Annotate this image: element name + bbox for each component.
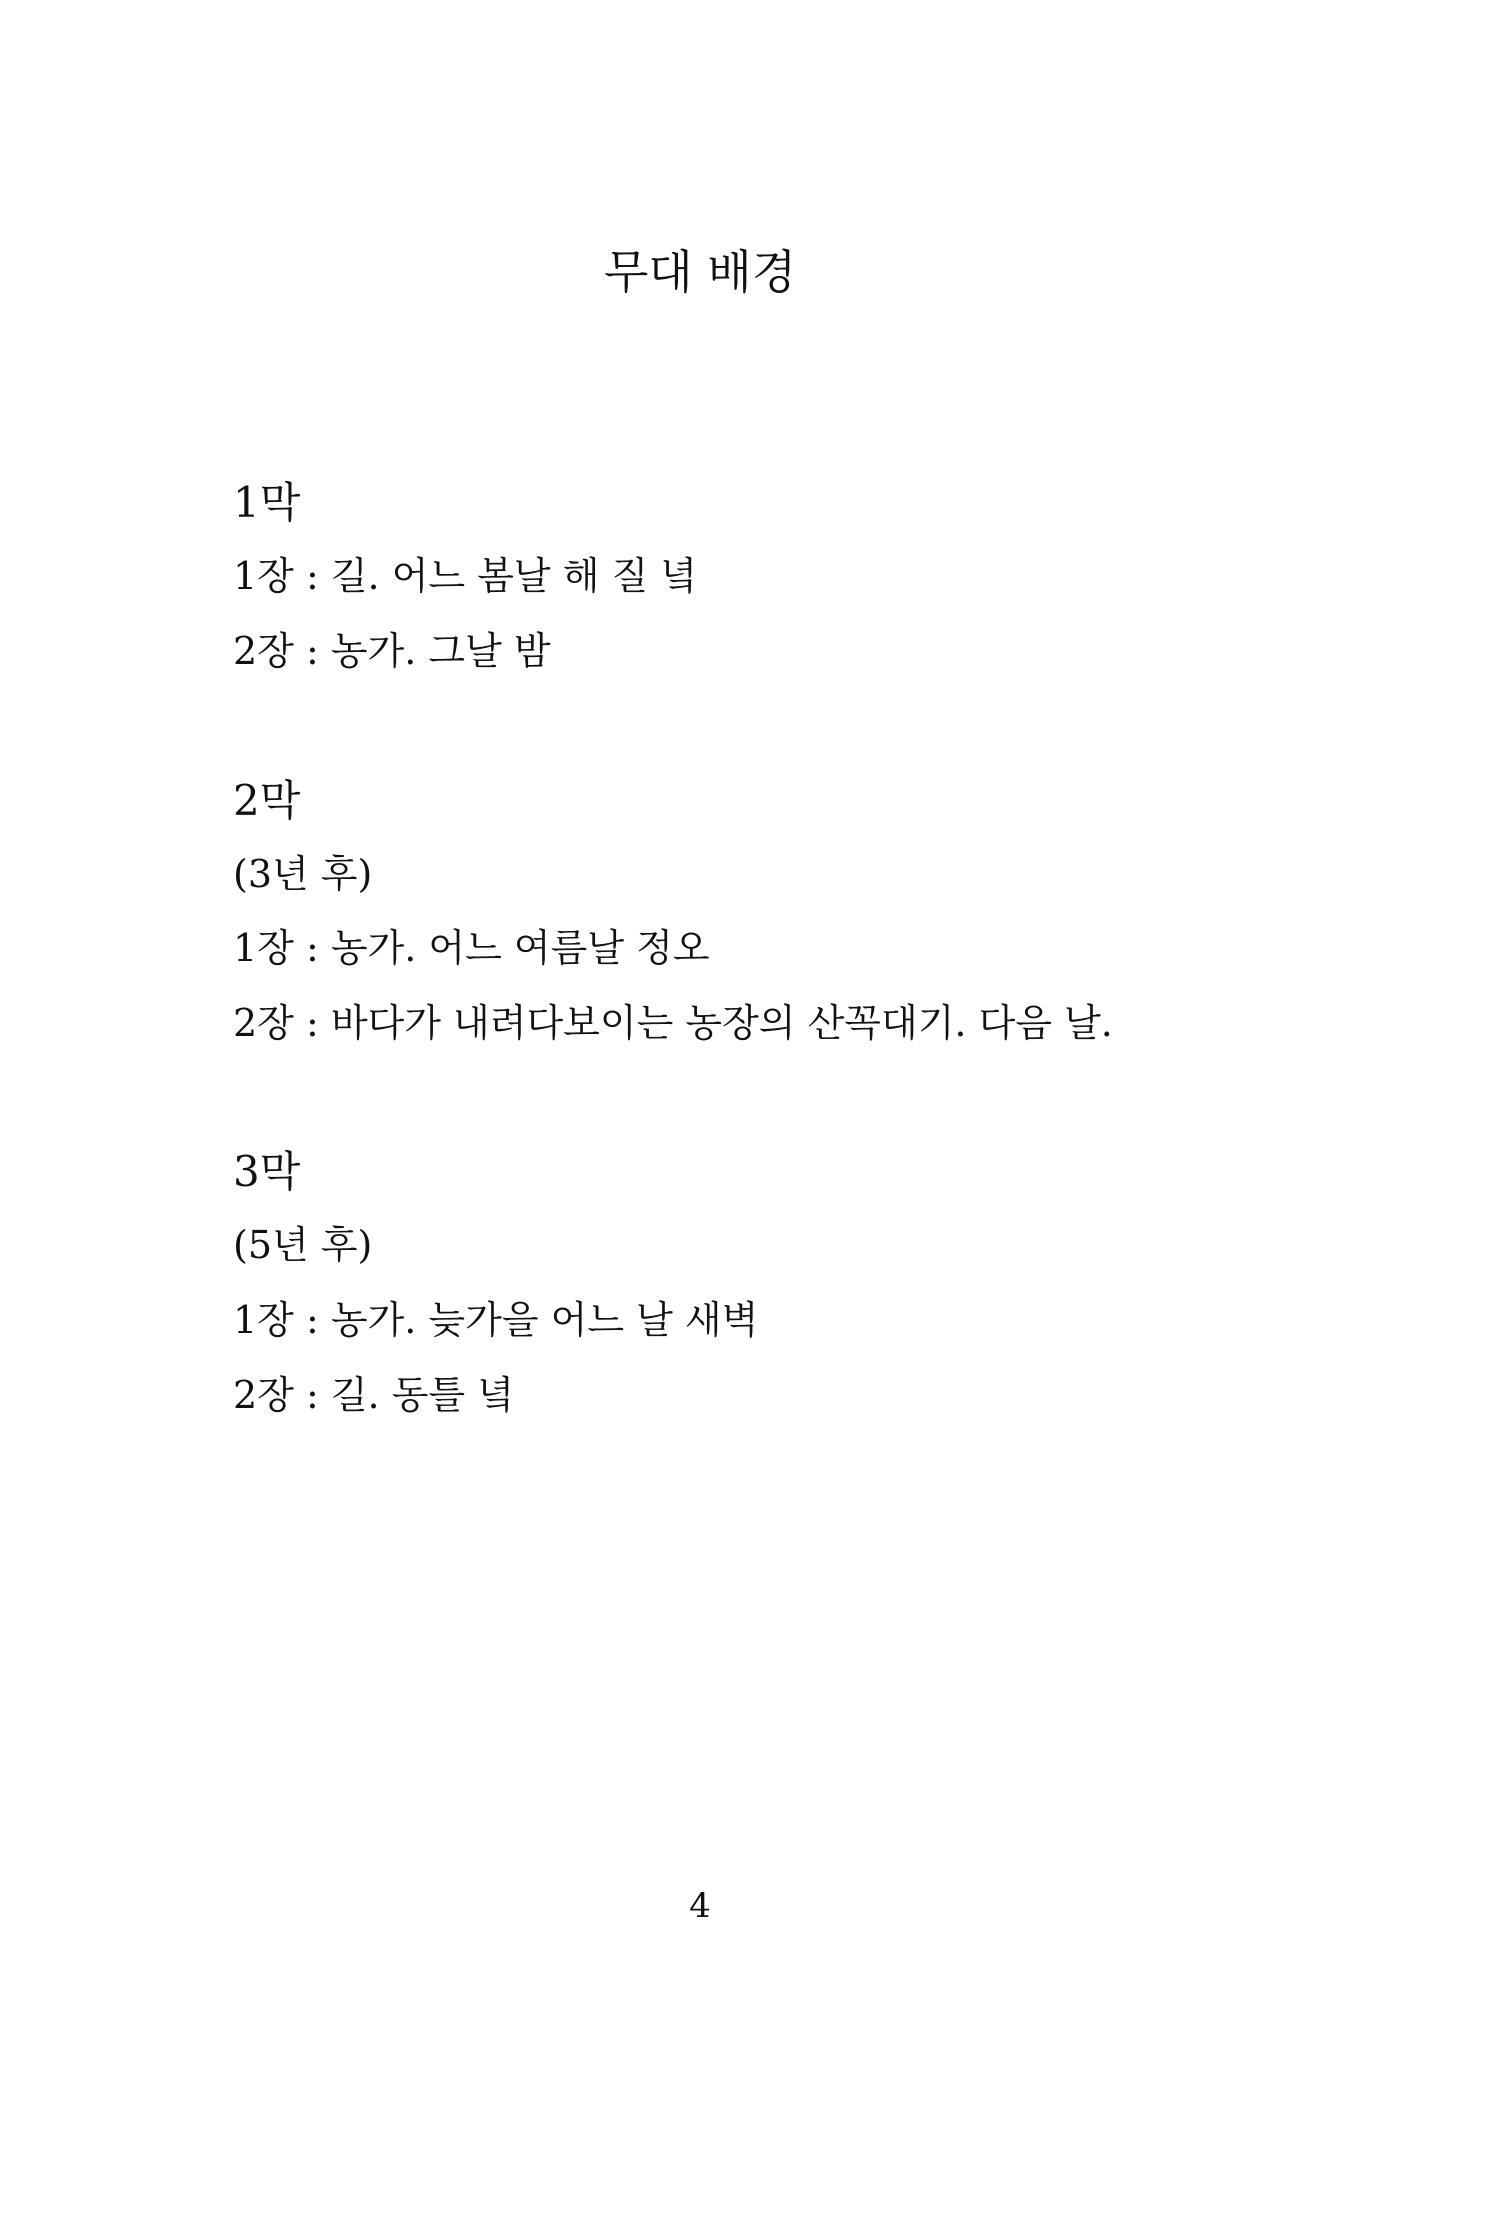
act-2-scene-1: 1장 : 농가. 어느 여름날 정오 bbox=[233, 926, 710, 970]
act-3-note: (5년 후) bbox=[233, 1223, 373, 1267]
act-2-scene-2: 2장 : 바다가 내려다보이는 농장의 산꼭대기. 다음 날. bbox=[233, 1001, 1113, 1045]
act-2-note: (3년 후) bbox=[233, 852, 373, 896]
page-number: 4 bbox=[689, 1886, 711, 1926]
act-3-scene-1: 1장 : 농가. 늦가을 어느 날 새벽 bbox=[233, 1298, 759, 1342]
act-3-scene-2: 2장 : 길. 동틀 녘 bbox=[233, 1373, 514, 1417]
act-1-scene-2: 2장 : 농가. 그날 밤 bbox=[233, 629, 551, 673]
act-2-heading: 2막 bbox=[233, 776, 301, 825]
act-1-scene-1: 1장 : 길. 어느 봄날 해 질 녘 bbox=[233, 554, 697, 598]
act-3-heading: 3막 bbox=[233, 1147, 301, 1196]
page-title: 무대 배경 bbox=[603, 245, 797, 299]
act-1-heading: 1막 bbox=[233, 478, 301, 527]
